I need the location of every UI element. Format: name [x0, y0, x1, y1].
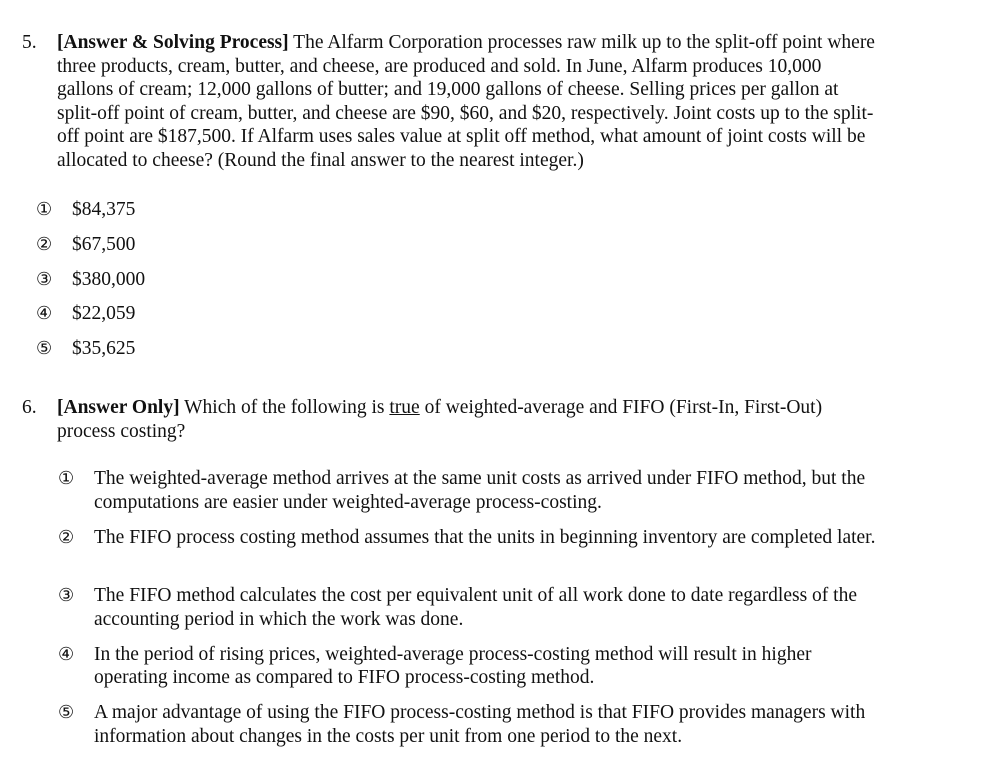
option-text: The weighted-average method arrives at the same unit costs as arrived under FIFO method, but the computations are easier under weighted-average process-costing. — [94, 468, 866, 513]
option-number-icon: ③ — [58, 585, 75, 607]
question-6-number: 6. — [22, 397, 37, 418]
question-6-body-before: Which of the following is — [179, 397, 390, 418]
question-6-stem — [22, 396, 882, 443]
question-5-body: The Alfarm Corporation processes raw milk up to the split-off point where three products, cream, butter, and cheese, are produced and sold. In June, Alfarm produces 10,000 gallons of cream; 12,000 gallons of butter; and 19,000 gallons of cheese. Selling prices per gallon at split-off point of cream, butter, and cheese are $90, $60, and $20, respectively. Joint costs up to the split-off point are $187,500. If Alfarm uses sales value at split off method, what amount of joint costs will be allocated to cheese? (Round the final answer to the nearest integer.) — [57, 32, 875, 171]
question-5-stem — [22, 31, 882, 172]
option-number-icon: ② — [58, 526, 75, 548]
option-number-icon: ③ — [36, 268, 53, 290]
question-6-option-2[interactable] — [58, 526, 878, 585]
option-text: The FIFO method calculates the cost per equivalent unit of all work done to date regardless of the accounting period in which the work was done. — [94, 585, 857, 630]
question-6-option-3[interactable] — [58, 584, 878, 643]
option-text: $35,625 — [72, 338, 136, 360]
question-6-option-4[interactable] — [58, 643, 878, 702]
question-5 — [22, 31, 882, 172]
question-6-body-after: of weighted-average and FIFO (First-In, First-Out) process costing? — [57, 397, 823, 442]
question-6-underlined-word: true — [389, 397, 420, 418]
question-5-option-5[interactable] — [36, 337, 145, 372]
question-5-text — [57, 31, 882, 172]
question-6-options — [58, 467, 878, 760]
option-number-icon: ④ — [58, 643, 75, 665]
option-text: $22,059 — [72, 303, 136, 325]
option-number-icon: ② — [36, 233, 53, 255]
option-number-icon: ⑤ — [36, 338, 53, 360]
question-5-option-2[interactable] — [36, 233, 145, 268]
option-text: $380,000 — [72, 268, 146, 290]
question-5-options — [36, 198, 145, 372]
question-5-option-3[interactable] — [36, 268, 145, 303]
option-number-icon: ① — [58, 468, 75, 489]
question-5-number: 5. — [22, 32, 37, 53]
option-text: $84,375 — [72, 199, 136, 220]
option-number-icon: ⑤ — [58, 702, 75, 724]
question-5-option-4[interactable] — [36, 302, 145, 337]
question-5-tag: [Answer & Solving Process] — [57, 32, 289, 53]
option-text: $67,500 — [72, 233, 136, 255]
option-text: The FIFO process costing method assumes that the units in beginning inventory are completed later. — [94, 526, 876, 548]
option-number-icon: ① — [36, 199, 53, 220]
option-text: A major advantage of using the FIFO process-costing method is that FIFO provides managers with information about changes in the costs per unit from one period to the next. — [94, 702, 866, 747]
question-6-tag: [Answer Only] — [57, 397, 180, 418]
option-text: In the period of rising prices, weighted-average process-costing method will result in higher operating income as compared to FIFO process-costing method. — [94, 643, 812, 689]
option-number-icon: ④ — [36, 303, 53, 325]
question-6-option-1[interactable] — [58, 467, 878, 526]
question-6 — [22, 396, 882, 443]
question-5-option-1[interactable] — [36, 198, 145, 233]
question-6-option-5[interactable] — [58, 701, 878, 760]
question-6-text — [57, 396, 882, 443]
